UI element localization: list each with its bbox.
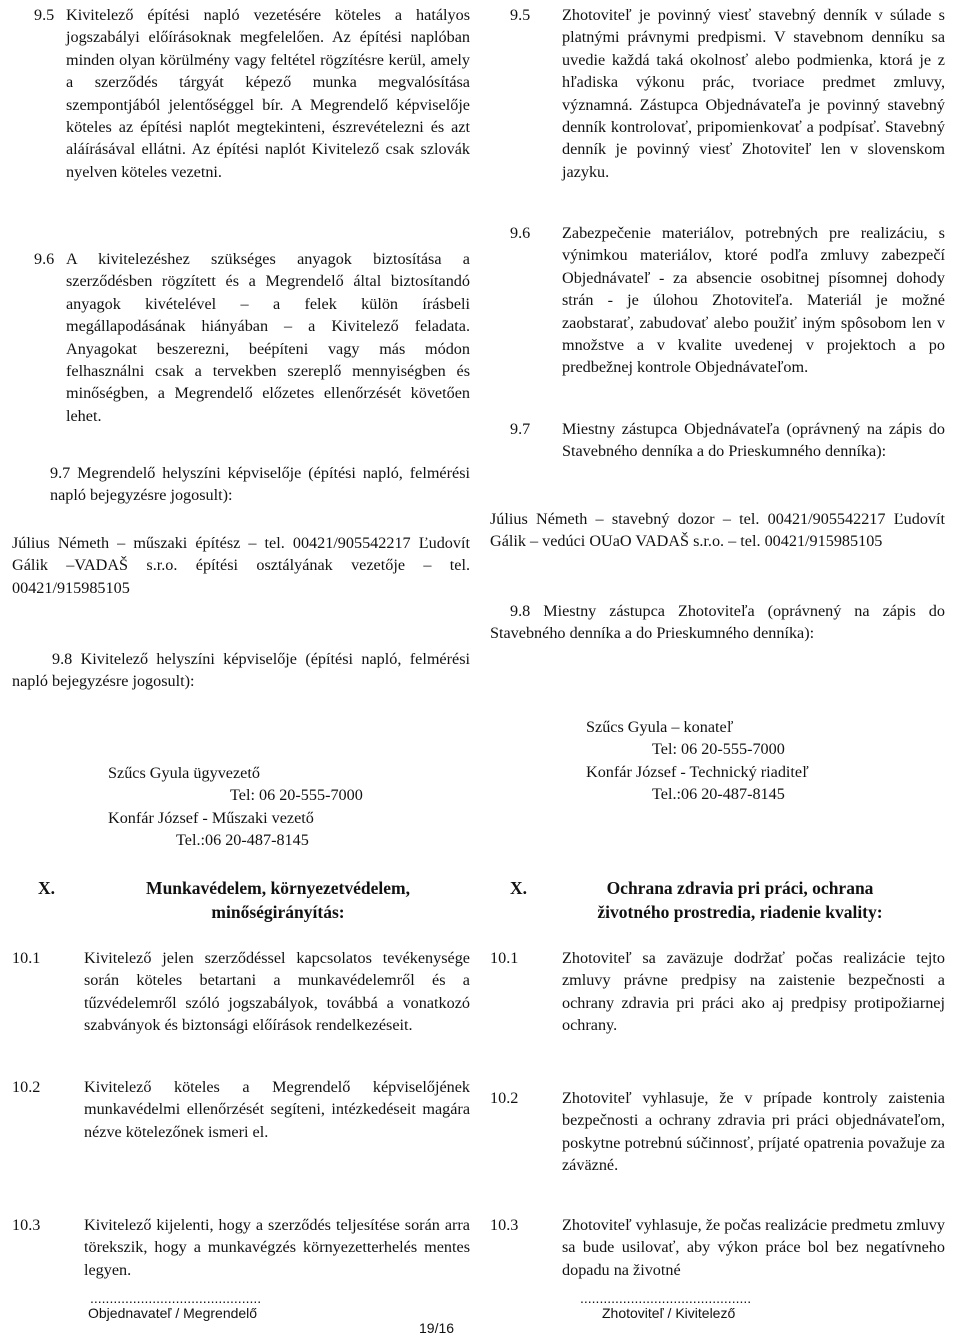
heading-line: Ochrana zdravia pri práci, ochrana [606, 878, 874, 898]
clause-number: 10.2 [12, 1078, 41, 1096]
clause-text: Zhotoviteľ vyhlasuje, že v prípade kontroly zaistenia bezpečnosti a ochrany zdravia pri práci objednávateľom, poskytne potrebnú súčinnosť, príjaté opatrenia považuje za záväzné. [562, 1089, 945, 1175]
clause-text: 9.8 Kivitelező helyszíni képviselője (építési napló, felmérési napló bejegyzésre jogosult): [12, 650, 470, 691]
sig-line: Tel: 06 20-555-7000 [652, 740, 785, 759]
clause-9-6 [34, 248, 470, 427]
sig-line: Konfár József - Műszaki vezető [108, 808, 314, 827]
clause-9-8 [12, 648, 470, 693]
clause-text: 9.7 Megrendelő helyszíni képviselője (építési napló, felmérési napló bejegyzésre jogosult): [50, 464, 470, 505]
section-number: X. [510, 878, 528, 898]
clause-text: Zhotoviteľ je povinný viesť stavebný denník v súlade s platnými právnymi predpismi. V stavebnom denníku sa uvedie každá taká okolnosť alebo podmienka, ktorá je z hľadiska výkonu prác, tvoriace predmet zmluvy, významná. Zástupca Objednávateľa je povinný stavebný denník kontrolovať, pripomienkovať a podpísať. Stavebný denník je povinný viesť Zhotoviteľ len v slovenskom jazyku. [562, 6, 945, 181]
clause-10-3 [12, 1214, 470, 1281]
clause-10-2 [490, 1087, 945, 1177]
sig-line: Tel.:06 20-487-8145 [652, 785, 785, 804]
sig-line: Tel: 06 20-555-7000 [230, 786, 363, 805]
clause-10-3 [490, 1214, 945, 1281]
heading-line: Munkavédelem, környezetvédelem, [146, 878, 410, 898]
clause-text: 9.8 Miestny zástupca Zhotoviteľa (oprávnený na zápis do Stavebného denníka a do Prieskumného denníka): [490, 602, 945, 643]
signature-dotted-line: ............................................ [90, 1290, 262, 1306]
clause-number: 10.1 [490, 949, 519, 967]
section-number: X. [38, 878, 56, 898]
representatives-text: Július Németh – stavebný dozor – tel. 00421/905542217 Ľudovít Gálik – vedúci OUaO VADAŠ s.r.o. – tel. 00421/915985105 [490, 510, 945, 551]
heading-line: minőségirányítás: [211, 902, 345, 922]
section-x-heading [38, 876, 478, 924]
representatives-text: Július Németh – műszaki építész – tel. 00421/905542217 Ľudovít Gálik –VADAŠ s.r.o. építési osztályának vezetője – tel. 00421/915985105 [12, 534, 470, 597]
contractor-signature-block [108, 762, 408, 852]
heading-line: životného prostredia, riadenie kvality: [597, 902, 883, 922]
clause-text: Kivitelező kijelenti, hogy a szerződés teljesítése során arra törekszik, hogy a munkavégzés környezetterhelés mentes legyen. [84, 1216, 470, 1279]
signature-label-customer: Objednavateľ / Megrendelő [88, 1305, 258, 1321]
clause-text: Zhotoviteľ sa zaväzuje dodržať počas realizácie tejto zmluvy právne predpisy na zaistenie bezpečnosti a ochrany zdravia pri práci ako aj predpisy protipožiarnej ochrany. [562, 949, 945, 1035]
clause-10-1 [490, 947, 945, 1037]
clause-9-5 [510, 4, 945, 183]
clause-text: Kivitelező építési napló vezetésére köteles a hatályos jogszabályi előírásoknak megfelelően. Az építési naplóban minden olyan körülmény vagy feltétel rögzítésre kerül, amely a szerződés tárgyát képező munka megvalósítása szempontjából jelentőséggel bír. A Megrendelő képviselője köteles az építési naplót megtekinteni, észrevételezni és azt aláírásával ellátni. Az építési naplót Kivitelező csak szlovák nyelven köteles vezetni. [66, 6, 470, 181]
sig-line: Szűcs Gyula – konateľ [586, 718, 734, 736]
sig-line: Konfár József - Technický riaditeľ [586, 762, 809, 781]
clause-number: 10.1 [12, 949, 41, 967]
section-x-heading [510, 876, 930, 924]
sig-line: Tel.:06 20-487-8145 [176, 831, 309, 850]
clause-9-5 [34, 4, 470, 183]
clause-number: 10.3 [12, 1216, 41, 1234]
clause-9-7 [510, 418, 945, 463]
clause-text: Kivitelező jelen szerződéssel kapcsolatos tevékenysége során köteles betartani a munkavédelemről és a tűzvédelemről szóló jogszabályok, továbbá a vonatkozó szabványok és biztonsági előírások rendelkezéseit. [84, 949, 470, 1035]
clause-text: Kivitelező köteles a Megrendelő képviselőjének munkavédelmi ellenőrzését segíteni, intézkedéseit magára nézve kötelezőnek ismeri el. [84, 1078, 470, 1141]
clause-9-7 [50, 462, 470, 507]
contractor-signature-block [586, 716, 906, 806]
clause-9-8 [490, 600, 945, 645]
clause-10-1 [12, 947, 470, 1037]
clause-9-6 [510, 222, 945, 379]
signature-dotted-line: ............................................ [580, 1290, 752, 1306]
clause-number: 9.7 [510, 420, 531, 438]
clause-text: Zhotoviteľ vyhlasuje, že počas realizácie predmetu zmluvy sa bude usilovať, aby výkon práce bol bez negatívneho dopadu na životné [562, 1216, 945, 1279]
representatives-hu [12, 532, 470, 599]
page-number: 19/16 [419, 1320, 455, 1336]
clause-number: 9.5 [510, 6, 531, 24]
clause-number: 10.2 [490, 1089, 519, 1107]
sig-line: Szűcs Gyula ügyvezető [108, 764, 260, 782]
clause-10-2 [12, 1076, 470, 1143]
clause-number: 10.3 [490, 1216, 519, 1234]
clause-number: 9.5 [34, 6, 55, 24]
signature-label-contractor: Zhotoviteľ / Kivitelező [602, 1305, 736, 1321]
clause-text: Zabezpečenie materiálov, potrebných pre realizáciu, s výnimkou materiálov, ktoré podľa zmluvy zabezpečí Objednávateľ - za absencie osobitnej písomnej dohody strán - je úlohou Zhotoviteľa. Materiál je možné zaobstarať, zabudovať alebo použiť iným spôsobom len v množstve a v kvalite uvedenej v projektoch a po predbežnej kontrole Objednávateľom. [562, 224, 945, 377]
clause-text: Miestny zástupca Objednávateľa (oprávnený na zápis do Stavebného denníka a do Prieskumného denníka): [562, 420, 945, 461]
clause-number: 9.6 [510, 224, 531, 242]
clause-text: A kivitelezéshez szükséges anyagok biztosítása a szerződésben rögzített és a Megrendelő által biztosítandó anyagok kivételével – a felek külön írásbeli megállapodásának hiányában – a Kivitelező feladata. Anyagokat beszerezni, beépíteni vagy más módon felhasználni csak a tervekben szereplő mennyiségben és minőségben, a Megrendelő előzetes ellenőrzését követően lehet. [66, 250, 470, 425]
clause-number: 9.6 [34, 250, 55, 268]
representatives-sk [490, 508, 945, 553]
